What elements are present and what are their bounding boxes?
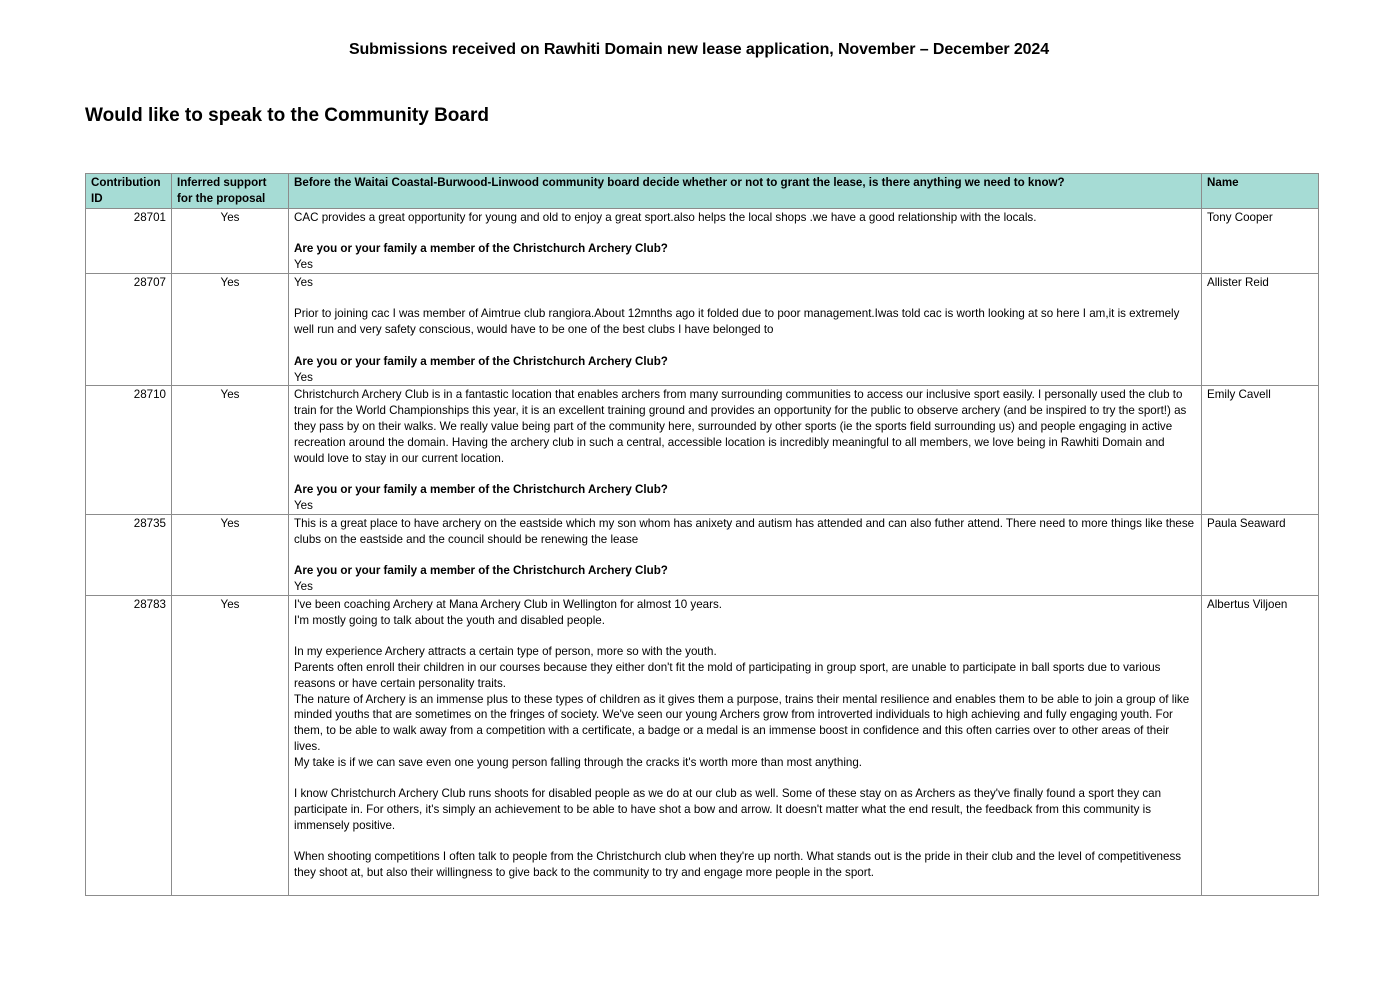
answer-line: The nature of Archery is an immense plus to these types of children as it gives them a purpose, trains their mental resilience and enables them to be able to join a group of like minded youths that are sometimes on the fringes of society. We've seen our young Archers grow from introverted individuals to high achieving and fully engaging youth. For them, to be able to walk away from a competition with a certificate, a badge or a medal is an immense boost in confidence and this often carries over to other areas of their lives. bbox=[294, 692, 1190, 753]
inferred-support: Yes bbox=[172, 595, 289, 895]
column-header-question: Before the Waitai Coastal-Burwood-Linwood community board decide whether or not to grant the lease, is there anything we need to know? bbox=[289, 174, 1202, 209]
table-row bbox=[86, 386, 1319, 514]
submission-answer bbox=[289, 208, 1202, 273]
member-answer: Yes bbox=[294, 370, 313, 384]
table-row bbox=[86, 273, 1319, 386]
member-answer: Yes bbox=[294, 579, 313, 593]
member-answer: Yes bbox=[294, 498, 313, 512]
submissions-table bbox=[85, 173, 1319, 896]
submission-answer bbox=[289, 514, 1202, 595]
answer-line: In my experience Archery attracts a certain type of person, more so with the youth. bbox=[294, 645, 717, 659]
submission-answer bbox=[289, 595, 1202, 895]
column-header-name: Name bbox=[1202, 174, 1319, 209]
table-row bbox=[86, 208, 1319, 273]
contribution-id: 28783 bbox=[86, 595, 172, 895]
inferred-support: Yes bbox=[172, 386, 289, 514]
member-question: Are you or your family a member of the Christchurch Archery Club? bbox=[294, 564, 668, 578]
answer-paragraph: Christchurch Archery Club is in a fantastic location that enables archers from many surrounding communities to access our inclusive sport easily. I personally used the club to train for the World Championships this year, it is an excellent training ground and provides an opportunity for the public to observe archery (and be inspired to try the sport!) as they pass by on their walks. We really value being part of the community here, surrounded by other sports (ie the sports field surrounding us) and people engaging in active recreation around the domain. Having the archery club in such a central, accessible location is incredibly meaningful to all members, we love being in Rawhiti Domain and would love to stay in our current location. bbox=[294, 388, 1187, 465]
answer-paragraph: When shooting competitions I often talk to people from the Christchurch club when they're up north. What stands out is the pride in their club and the level of competitiveness they shoot at, but also their willingness to give back to the community to try and engage more people in the sport. bbox=[294, 850, 1182, 880]
inferred-support: Yes bbox=[172, 514, 289, 595]
answer-paragraph: Yes bbox=[294, 275, 313, 289]
member-question: Are you or your family a member of the Christchurch Archery Club? bbox=[294, 242, 668, 256]
submitter-name: Albertus Viljoen bbox=[1202, 595, 1319, 895]
answer-line: I've been coaching Archery at Mana Archery Club in Wellington for almost 10 years. bbox=[294, 597, 722, 611]
contribution-id: 28701 bbox=[86, 208, 172, 273]
contribution-id: 28710 bbox=[86, 386, 172, 514]
member-question: Are you or your family a member of the Christchurch Archery Club? bbox=[294, 354, 668, 368]
column-header-contribution-id: Contribution ID bbox=[86, 174, 172, 209]
contribution-id: 28707 bbox=[86, 273, 172, 386]
inferred-support: Yes bbox=[172, 208, 289, 273]
table-header-row bbox=[86, 174, 1319, 209]
answer-paragraph: This is a great place to have archery on the eastside which my son whom has anixety and autism has attended and can also futher attend. There need to more things like these clubs on the eastside and the council should be renewing the lease bbox=[294, 516, 1195, 546]
section-heading: Would like to speak to the Community Board bbox=[85, 105, 489, 126]
answer-paragraph: I know Christchurch Archery Club runs shoots for disabled people as we do at our club as well. Some of these stay on as Archers as they've finally found a sport they can participate in. For others, it's simply an achievement to be able to have shot a bow and arrow. It doesn't matter what the end result, the feedback from this community is immensely positive. bbox=[294, 787, 1162, 832]
submitter-name: Allister Reid bbox=[1202, 273, 1319, 386]
answer-line: My take is if we can save even one young person falling through the cracks it's worth more than most anything. bbox=[294, 755, 863, 769]
submitter-name: Paula Seaward bbox=[1202, 514, 1319, 595]
answer-line: Parents often enroll their children in our courses because they either don't fit the mold of participating in group sport, are unable to participate in ball sports due to various reasons or have certain personality traits. bbox=[294, 660, 1161, 690]
submission-answer bbox=[289, 273, 1202, 386]
answer-paragraph: CAC provides a great opportunity for young and old to enjoy a great sport.also helps the local shops .we have a good relationship with the locals. bbox=[294, 210, 1037, 224]
table-row bbox=[86, 595, 1319, 895]
answer-line: I'm mostly going to talk about the youth and disabled people. bbox=[294, 613, 605, 627]
member-answer: Yes bbox=[294, 257, 313, 271]
submission-answer bbox=[289, 386, 1202, 514]
document-title: Submissions received on Rawhiti Domain new lease application, November – December 2024 bbox=[348, 41, 1050, 58]
inferred-support: Yes bbox=[172, 273, 289, 386]
submitter-name: Emily Cavell bbox=[1202, 386, 1319, 514]
member-question: Are you or your family a member of the Christchurch Archery Club? bbox=[294, 483, 668, 497]
column-header-inferred-support: Inferred support for the proposal bbox=[172, 174, 289, 209]
submitter-name: Tony Cooper bbox=[1202, 208, 1319, 273]
table-row bbox=[86, 514, 1319, 595]
answer-paragraph: Prior to joining cac I was member of Aimtrue club rangiora.About 12mnths ago it folded due to poor management.Iwas told cac is worth looking at so here I am,it is extremely well run and very safety conscious, would have to be one of the best clubs I have belonged to bbox=[294, 307, 1180, 337]
contribution-id: 28735 bbox=[86, 514, 172, 595]
